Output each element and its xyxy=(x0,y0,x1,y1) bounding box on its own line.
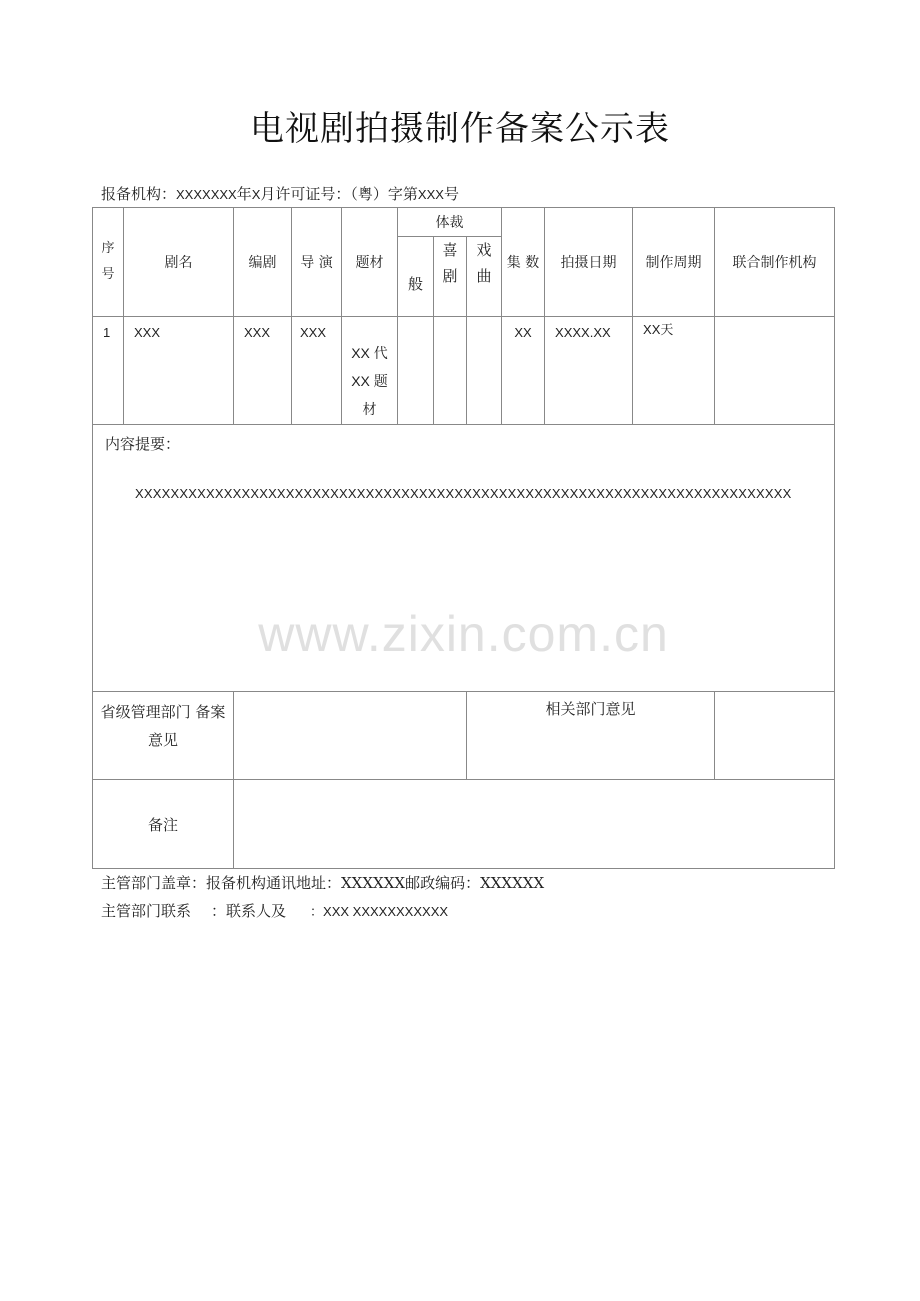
content-text: XXXXXXXXXXXXXXXXXXXXXXXXXXXXXXXXXXXXXXXXXXXXXXXXXXXXXXXXXXXXXXXXXXXXXXXXXX xyxy=(135,486,792,501)
header-name: 剧名 xyxy=(124,208,234,317)
footer-contact-label: 主管部门联系 xyxy=(101,902,192,920)
footer-line-1: 主管部门盖章：报备机构通讯地址：XXXXXX邮政编码：XXXXXX xyxy=(101,874,545,892)
month-value: X xyxy=(251,187,261,202)
org-value: XXXXXXX xyxy=(176,187,237,202)
header-episodes: 集 数 xyxy=(502,208,545,317)
row-name: XXX xyxy=(124,317,234,425)
footer-contact-value: ：XXX XXXXXXXXXXX xyxy=(310,904,449,919)
header-coprod: 联合制作机构 xyxy=(715,208,835,317)
provincial-opinion-label: 省级管理部门 备案意见 xyxy=(93,692,234,780)
year-label: 年 xyxy=(236,185,252,203)
row-theme: XX 代 XX 题 材 xyxy=(342,317,398,425)
remarks-row xyxy=(93,780,835,869)
row-genre-comedy xyxy=(434,317,467,425)
watermark: www.zixin.com.cn xyxy=(258,606,669,662)
permit-value: XXX xyxy=(417,187,444,202)
remarks-field xyxy=(234,780,835,869)
permit-label: 月许可证号：（粤）字第 xyxy=(260,185,418,203)
row-genre-opera xyxy=(467,317,502,425)
table-row xyxy=(93,317,835,425)
content-row xyxy=(93,425,835,692)
row-genre-general xyxy=(398,317,434,425)
row-episodes: XX xyxy=(502,317,545,425)
row-shoot-date: XXXX.XX xyxy=(545,317,633,425)
header-genre-opera: 戏 曲 xyxy=(467,237,502,317)
footer-line-2 xyxy=(101,900,448,921)
org-label: 报备机构： xyxy=(101,185,177,203)
header-row-1 xyxy=(93,208,835,237)
permit-suffix: 号 xyxy=(443,185,459,203)
footer-contact-mid: ：联系人及 xyxy=(211,902,287,920)
provincial-opinion-field xyxy=(234,692,467,780)
row-coprod xyxy=(715,317,835,425)
related-opinion-label: 相关部门意见 xyxy=(467,692,715,780)
related-opinion-field xyxy=(715,692,835,780)
row-writer: XXX xyxy=(234,317,292,425)
header-theme: 题材 xyxy=(342,208,398,317)
header-cycle: 制作周期 xyxy=(633,208,715,317)
header-seq: 序 号 xyxy=(93,208,124,317)
header-genre-general: 般 xyxy=(398,237,434,317)
filing-table xyxy=(92,207,835,869)
header-director: 导 演 xyxy=(292,208,342,317)
row-cycle: XX天 xyxy=(633,317,715,425)
header-genre-group: 体裁 xyxy=(398,208,502,237)
content-label: 内容提要： xyxy=(105,435,181,453)
remarks-label: 备注 xyxy=(93,780,234,869)
header-shoot-date: 拍摄日期 xyxy=(545,208,633,317)
row-seq: 1 xyxy=(93,317,124,425)
header-genre-comedy: 喜 剧 xyxy=(434,237,467,317)
header-writer: 编剧 xyxy=(234,208,292,317)
row-director: XXX xyxy=(292,317,342,425)
page-title: 电视剧拍摄制作备案公示表 xyxy=(250,109,670,149)
header-line xyxy=(101,183,459,204)
opinion-row xyxy=(93,692,835,780)
content-cell xyxy=(93,425,835,692)
